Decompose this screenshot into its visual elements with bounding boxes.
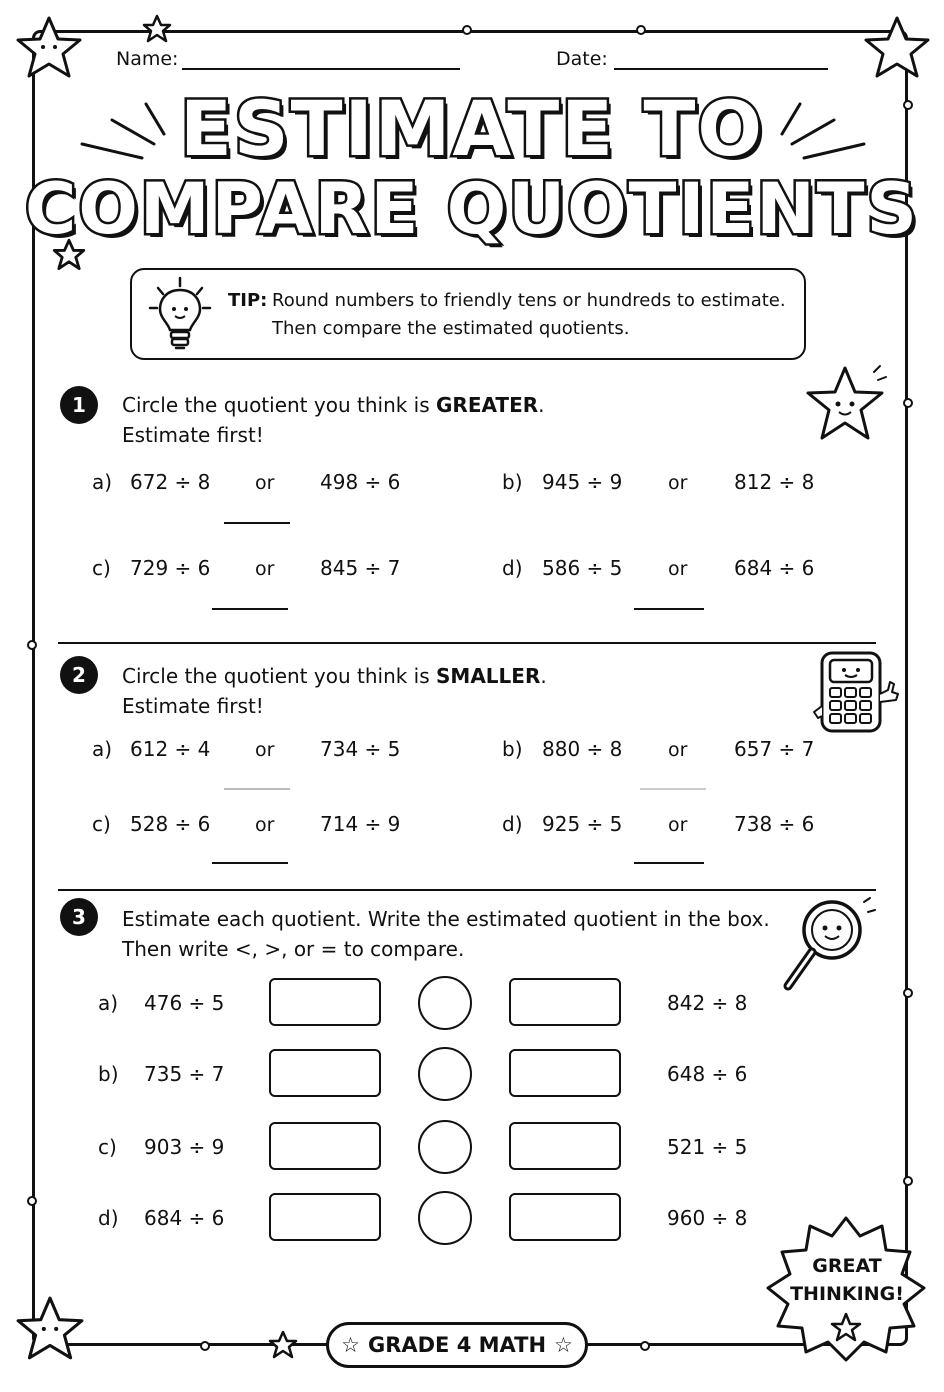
star-icon <box>268 1330 298 1360</box>
divisor-expression[interactable]: 714 ÷ 9 <box>320 812 401 836</box>
divisor-expression[interactable]: 684 ÷ 6 <box>734 556 815 580</box>
problem-letter: a) <box>92 737 113 761</box>
border-dot <box>903 1176 913 1186</box>
dividend-expression[interactable]: 586 ÷ 5 <box>542 556 623 580</box>
problem-letter: b) <box>502 737 523 761</box>
compare-symbol-circle[interactable] <box>418 976 472 1030</box>
instruction-text: Estimate first! <box>122 694 264 718</box>
or-text: or <box>255 814 275 836</box>
border-dot <box>462 25 472 35</box>
dividend-expression[interactable]: 729 ÷ 6 <box>130 556 211 580</box>
estimate-box-right[interactable] <box>509 978 621 1026</box>
estimate-box-right[interactable] <box>509 1193 621 1241</box>
divisor-expression[interactable]: 734 ÷ 5 <box>320 737 401 761</box>
border-dot <box>903 988 913 998</box>
border-dot <box>27 1196 37 1206</box>
instruction-keyword: SMALLER <box>436 664 541 688</box>
section2-instruction <box>122 661 547 721</box>
answer-line[interactable] <box>634 608 704 610</box>
estimate-box-right[interactable] <box>509 1122 621 1170</box>
right-expression: 648 ÷ 6 <box>667 1062 748 1086</box>
problem-letter: b) <box>98 1062 119 1086</box>
smiling-star-icon <box>800 362 890 446</box>
problem-letter: d) <box>98 1206 119 1230</box>
instruction-text: Circle the quotient you think is <box>122 664 437 688</box>
dividend-expression[interactable]: 945 ÷ 9 <box>542 470 623 494</box>
problem-letter: c) <box>92 812 111 836</box>
divisor-expression[interactable]: 812 ÷ 8 <box>734 470 815 494</box>
answer-line[interactable] <box>224 788 290 790</box>
badge-line-1: GREAT <box>812 1255 882 1277</box>
or-text: or <box>255 472 275 494</box>
lightbulb-icon <box>148 276 212 354</box>
date-field-line[interactable] <box>614 68 828 70</box>
border-dot <box>903 398 913 408</box>
dividend-expression[interactable]: 925 ÷ 5 <box>542 812 623 836</box>
name-label: Name: <box>116 48 179 70</box>
instruction-text: . <box>540 664 547 688</box>
problem-letter: a) <box>98 991 119 1015</box>
estimate-box-left[interactable] <box>269 1193 381 1241</box>
star-icon <box>14 1294 86 1366</box>
border-dot <box>636 25 646 35</box>
instruction-text: Estimate first! <box>122 423 264 447</box>
or-text: or <box>255 739 275 761</box>
answer-line[interactable] <box>212 608 288 610</box>
star-outline-icon: ☆ <box>554 1333 573 1357</box>
tip-line-2: Then compare the estimated quotients. <box>272 318 630 339</box>
divisor-expression[interactable]: 657 ÷ 7 <box>734 737 815 761</box>
title-line-2: COMPARE QUOTIENTS <box>25 168 919 250</box>
problem-letter: d) <box>502 812 523 836</box>
instruction-text: Circle the quotient you think is <box>122 393 437 417</box>
divisor-expression[interactable]: 845 ÷ 7 <box>320 556 401 580</box>
dividend-expression[interactable]: 528 ÷ 6 <box>130 812 211 836</box>
badge-line-2: THINKING! <box>790 1283 904 1305</box>
or-text: or <box>668 814 688 836</box>
answer-line[interactable] <box>224 522 290 524</box>
or-text: or <box>255 558 275 580</box>
compare-symbol-circle[interactable] <box>418 1191 472 1245</box>
answer-line[interactable] <box>634 862 704 864</box>
right-expression: 842 ÷ 8 <box>667 991 748 1015</box>
star-icon <box>142 14 172 44</box>
footer-label: GRADE 4 MATH <box>367 1333 547 1357</box>
problem-letter: b) <box>502 470 523 494</box>
instruction-keyword: GREATER <box>436 393 539 417</box>
grade-footer <box>326 1322 588 1368</box>
dividend-expression[interactable]: 672 ÷ 8 <box>130 470 211 494</box>
section-number: 2 <box>60 656 98 694</box>
problem-letter: a) <box>92 470 113 494</box>
section1-instruction <box>122 390 544 450</box>
tip-label: TIP: <box>228 290 268 311</box>
star-outline-icon: ☆ <box>341 1333 360 1357</box>
instruction-text: . <box>538 393 545 417</box>
right-expression: 521 ÷ 5 <box>667 1135 748 1159</box>
estimate-box-right[interactable] <box>509 1049 621 1097</box>
title-line-1: ESTIMATE TO <box>180 84 764 173</box>
border-dot <box>27 640 37 650</box>
problem-letter: c) <box>98 1135 117 1159</box>
date-label: Date: <box>556 48 608 70</box>
left-expression: 735 ÷ 7 <box>144 1062 225 1086</box>
star-icon <box>862 14 932 84</box>
instruction-text: Then write <, >, or = to compare. <box>122 937 465 961</box>
section-divider <box>58 889 876 891</box>
name-field-line[interactable] <box>182 68 460 70</box>
estimate-box-left[interactable] <box>269 1122 381 1170</box>
compare-symbol-circle[interactable] <box>418 1047 472 1101</box>
tip-line-1: Round numbers to friendly tens or hundreds to estimate. <box>272 290 786 311</box>
left-expression: 903 ÷ 9 <box>144 1135 225 1159</box>
left-expression: 476 ÷ 5 <box>144 991 225 1015</box>
border-dot <box>640 1341 650 1351</box>
answer-line[interactable] <box>212 862 288 864</box>
section-divider <box>58 642 876 644</box>
star-icon <box>14 14 84 84</box>
divisor-expression[interactable]: 498 ÷ 6 <box>320 470 401 494</box>
right-expression: 960 ÷ 8 <box>667 1206 748 1230</box>
magnifying-glass-icon <box>780 894 880 994</box>
or-text: or <box>668 472 688 494</box>
answer-line[interactable] <box>640 788 706 790</box>
left-expression: 684 ÷ 6 <box>144 1206 225 1230</box>
or-text: or <box>668 739 688 761</box>
section-number: 1 <box>60 386 98 424</box>
estimate-box-left[interactable] <box>269 978 381 1026</box>
section3-instruction <box>122 904 770 964</box>
compare-symbol-circle[interactable] <box>418 1120 472 1174</box>
or-text: or <box>668 558 688 580</box>
great-thinking-badge <box>772 1252 922 1308</box>
section-number: 3 <box>60 898 98 936</box>
instruction-text: Estimate each quotient. Write the estimated quotient in the box. <box>122 907 770 931</box>
dividend-expression[interactable]: 880 ÷ 8 <box>542 737 623 761</box>
border-dot <box>200 1341 210 1351</box>
problem-letter: c) <box>92 556 111 580</box>
calculator-icon <box>808 650 902 734</box>
dividend-expression[interactable]: 612 ÷ 4 <box>130 737 211 761</box>
estimate-box-left[interactable] <box>269 1049 381 1097</box>
tip-box <box>130 268 806 360</box>
divisor-expression[interactable]: 738 ÷ 6 <box>734 812 815 836</box>
problem-letter: d) <box>502 556 523 580</box>
